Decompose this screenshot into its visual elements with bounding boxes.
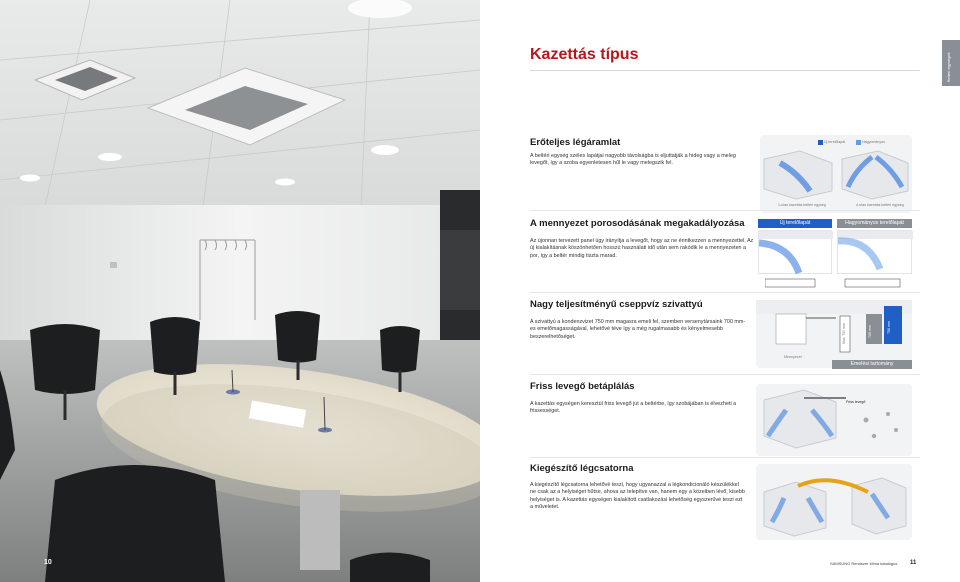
side-tab-label: Beltéri egységek [946,52,951,82]
section-divider-4 [530,457,920,458]
legend-new-label: Új terelőlapát [824,140,846,144]
text-powerful-airflow: A beltéri egység széles lapátjai nagyobb távolságba is eljuttatják a hideg vagy a meleg levegőt, így a szoba egyenletesen hűl le vagy melegszik fel. [530,153,736,167]
louver-profile-drawing [765,276,905,290]
heading-fresh-air: Friss levegő betáplálás [530,381,635,392]
new-louver-diagram [758,230,832,274]
text-fresh-air: A kazettás egységen keresztül friss levegő jut a beltérbe, így szobájában is élvezheti a frissességet. [530,401,737,415]
text-ceiling-dust: Az újonnan tervezett panel úgy irányítja a levegőt, hogy az ne érintkezzen a mennyezettel. Az új kialakításnak köszönhetően hosszú használati idő után sem rakódik le a mennyezeten a por, így a beltér mindig tiszta marad. [530,238,754,259]
text-drain-pump: A szivattyú a kondenzvizet 750 mm magasra emeli fel, szemben versenytársaink 700 mm-es emelőmagasságával, lehetővé téve így a még rugalmasabb és kényelmesebb beszerelhetőséget. [530,319,746,340]
old-louver-diagram [837,230,912,274]
ceiling-label-pump: Mennyezet [784,355,802,359]
legend-old-swatch [856,140,861,145]
section-divider-1 [530,210,920,211]
left-page-number: 10 [44,559,52,566]
samsung-height-label: 750 mm [887,321,891,334]
drain-pump-diagram [756,300,912,368]
heading-ceiling-dust: A mennyezet porosodásának megakadályozása [530,218,745,229]
right-page-number: 11 [910,560,917,566]
competitor-height-label: 700 mm [868,325,872,338]
auxiliary-duct-diagram [756,464,912,540]
lifting-range-label: Emelési tartomány [832,360,912,369]
caption-1way: 1-utas kazettás beltéri egység [778,203,826,207]
section-divider-2 [530,292,920,293]
heading-powerful-airflow: Erőteljes légáramlat [530,137,621,148]
title-divider [530,70,920,71]
fresh-air-diagram [756,384,912,456]
page-title: Kazettás típus [530,46,639,63]
text-auxiliary-duct: A kiegészítő légcsatorna lehetővé teszi, hogy ugyanazzal a légkondicionáló készülékkel ne csak az a helyiséget hűtse, ahova az telepítve van, hanem egy a közeiben lévő, kisebb helyiséget is. A kazettás egységen kialakított csatlakozási lehetőség egyszerűvé teszi ezt a műveletet. [530,482,745,511]
heading-drain-pump: Nagy teljesítményű cseppvíz szivattyú [530,299,703,310]
max-height-label: Max. 750 mm [842,323,846,344]
heading-auxiliary-duct: Kiegészítő légcsatorna [530,463,634,474]
right-page [480,0,960,582]
legend-new-swatch [818,140,823,145]
airflow-diagram [760,135,912,213]
new-louver-label: Új terelőlapát [758,219,832,228]
caption-4way: 4-utas kazettás beltéri egység [856,203,904,207]
footer-brand: SAMSUNG Rendszer klíma katalógus [830,561,898,566]
legend-old-label: Hagyományos [862,140,885,144]
section-divider-3 [530,374,920,375]
fresh-air-label: Friss levegő [846,400,866,404]
old-louver-label: Hagyományos terelőlapát [837,219,912,228]
side-tab[interactable] [942,40,960,86]
